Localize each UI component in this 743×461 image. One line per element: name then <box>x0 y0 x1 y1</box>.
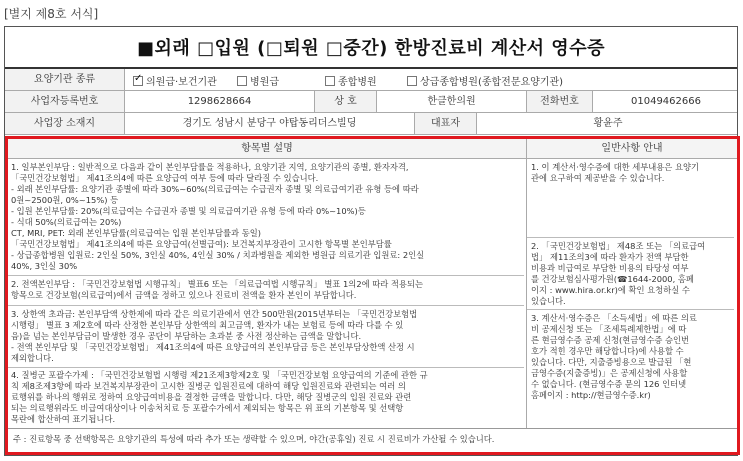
option-hospital-label: 병원급 <box>250 77 279 88</box>
institution-type-row <box>5 69 737 91</box>
highlight-box <box>5 136 740 455</box>
text-line: 「국민건강보험법」 제41조의4에 따른 요양급여(선별급여): 보건복지부장관이 고시한 항목별 본인부담률 <box>11 239 392 249</box>
item-explanation-column <box>8 159 527 428</box>
phone-label: 전화번호 <box>527 91 593 112</box>
text-line: 되는 의료행위라도 비급여대상이나 이송처치료 등 포괄수가에서 제외되는 항목은 위 표의 기본항목 및 선택항 <box>11 403 404 413</box>
institution-type-label: 요양기관 종류 <box>5 69 125 90</box>
text-line: 1. 일부본인부담 : 일반적으로 다음과 같이 본인부담률을 적용하나, 요양기관 지역, 요양기관의 종별, 환자자격, <box>11 162 409 172</box>
guide-item-1 <box>531 162 699 184</box>
text-line: 관에 요구하여 제공받을 수 있습니다. <box>531 173 665 183</box>
text-line: 2. 전액본인부담 : 「국민건강보험법 시행규칙」 별표6 또는 「의료급여법 시행규칙」 별표 1의2에 따라 적용되는 <box>11 279 423 289</box>
general-guide-header: 일반사항 안내 <box>527 139 737 159</box>
text-line: 3. 상한액 초과금: 본인부담액 상한제에 따라 같은 의료기관에서 연간 500만원(2015년부터는 「국민건강보험법 <box>11 309 418 319</box>
reg-number-label: 사업자등록번호 <box>5 91 125 112</box>
text-line: 40%, 3인실 30% <box>11 261 78 271</box>
text-line: 항목으로 건강보험(의료급여)에서 금액을 정하고 있으나 진료비 전액을 환자 본인이 부담합니다. <box>11 290 357 300</box>
guide-item-3 <box>531 313 697 401</box>
text-line: 있습니다. 다만, 지출증빙용으로 발급된 「현 <box>531 357 692 367</box>
text-line: 음)을 넘는 본인부담금이 발생한 경우 공단이 부담하는 초과분 중 사전 정산하는 금액을 말합니다. <box>11 331 362 341</box>
text-line: 칙 제8조제3항에 따라 보건복지부장관이 고시한 질병군 입원진료에 대하여 해당 입원진료와 관련되는 여러 의 <box>11 381 406 391</box>
page-title: ■외래 □입원 (□퇴원 □중간) 한방진료비 계산서 영수증 <box>5 27 737 69</box>
divider <box>527 237 734 238</box>
text-line: - 전액 본인부담 및 「국민건강보험법」 제41조의4에 따른 요양급여의 본인부담금 등은 본인부담상한액 산정 시 <box>11 342 415 352</box>
text-line: 료행위를 하나의 행위로 정하여 요양급여비용을 결정한 금액을 말합니다. 다만, 해당 질병군의 입원 진료와 관련 <box>11 392 412 402</box>
option-hospital[interactable] <box>237 73 279 88</box>
business-row <box>5 91 737 113</box>
text-line: 비 공제신청 또는 「조세특례제한법」에 따 <box>531 324 687 334</box>
checkbox-icon[interactable] <box>325 76 335 86</box>
phone-value: 01049462666 <box>631 96 701 107</box>
text-line: - 외래 본인부담률: 요양기관 종별에 따라 30%~60%(의료급여는 수급권자 종별 및 의료급여기관 유형 등에 따라 <box>11 184 419 194</box>
footnote: 주 : 진료항목 중 선택항목은 요양기관의 특성에 따라 추가 또는 생략할 수 있으며, 야간(공휴일) 진료 시 진료비가 가산될 수 있습니다. <box>8 428 737 450</box>
address-row <box>5 113 737 135</box>
explanation-item-1 <box>11 162 424 272</box>
option-tertiary-hospital[interactable] <box>407 73 563 88</box>
address-label: 사업장 소재지 <box>5 113 125 134</box>
option-general-hospital[interactable] <box>325 73 377 88</box>
representative-label: 대표자 <box>415 113 477 134</box>
reg-number-value: 1298628664 <box>125 91 315 112</box>
text-line: 1. 이 계산서·영수증에 대한 세부내용은 요양기 <box>531 162 700 172</box>
text-line: 른 현금영수증 공제 신청(현금영수증 승인번 <box>531 335 690 345</box>
text-line: 있습니다. <box>531 296 566 306</box>
text-line: 「국민건강보험법」 제41조의4에 따른 요양급여 여부 등에 따라 달라질 수 있습니다. <box>11 173 319 183</box>
option-clinic-label: 의원급·보건기관 <box>146 77 217 88</box>
guide-item-2 <box>531 241 705 307</box>
text-line: CT, MRI, PET: 외래 본인부담률(의료급여는 입원 본인부담률과 동일) <box>11 228 261 238</box>
option-general-hospital-label: 종합병원 <box>338 77 377 88</box>
text-line: - 상급종합병원 입원료: 2인실 50%, 3인실 40%, 4인실 30% / 치과병원을 제외한 병원급 의료기관 입원료: 2인실 <box>11 250 425 260</box>
text-line: 제외합니다. <box>11 353 54 363</box>
text-line: 홈페이지 : http://현금영수증.kr) <box>531 390 651 400</box>
text-line: - 입원 본인부담률: 20%(의료급여는 수급권자 종별 및 의료급여기관 유형 등에 따라 0%~10%)등 <box>11 206 366 216</box>
checkbox-icon[interactable] <box>407 76 417 86</box>
text-line: 목란에 합산하여 표기됩니다. <box>11 414 116 424</box>
explanation-item-4 <box>11 370 428 425</box>
text-line: 2. 「국민건강보험법」 제48조 또는 「의료급여 <box>531 241 706 251</box>
text-line: 3. 계산서·영수증은 「소득세법」에 따른 의료 <box>531 313 697 323</box>
form-tag: [별지 제8호 서식] <box>4 7 99 21</box>
item-explanation-header: 항목별 설명 <box>8 139 527 159</box>
explanation-item-3 <box>11 309 417 364</box>
text-line: 호가 적힌 경우만 해당합니다)에 사용할 수 <box>531 346 684 356</box>
divider <box>8 305 524 306</box>
checkbox-icon[interactable] <box>237 76 247 86</box>
company-name-value: 한클한의원 <box>377 91 527 112</box>
text-line: 4. 질병군 포괄수가제 : 「국민건강보험법 시행령 제21조제3항제2호 및 「국민건강보험 요양급여의 기준에 관한 규 <box>11 370 428 380</box>
text-line: 이지 : www.hira.or.kr)에 확인 요청하실 수 <box>531 285 690 295</box>
text-line: - 식대 50%(의료급여는 20%) <box>11 217 122 227</box>
general-guide-column <box>527 159 737 428</box>
company-name-label: 상 호 <box>315 91 377 112</box>
checkbox-checked-icon[interactable] <box>133 76 143 86</box>
option-tertiary-hospital-label: 상급종합병원(종합전문요양기관) <box>420 77 564 88</box>
text-line: 시행령」 별표 3 제2호에 따라 산정한 본인부담 상한액의 최고금액, 환자가 내는 보험료 등에 따라 다를 수 있 <box>11 320 404 330</box>
text-line: 를 건강보험심사평가원(☎1644-2000, 홈페 <box>531 274 694 284</box>
text-line: 비용과 비급여로 부담한 비용의 타당성 여부 <box>531 263 689 273</box>
explanation-item-2 <box>11 279 423 301</box>
text-line: 금영수증(지출증빙)」은 공제신청에 사용할 <box>531 368 688 378</box>
divider <box>527 309 734 310</box>
text-line: 법」 제11조의3에 따라 환자가 전액 부담한 <box>531 252 689 262</box>
address-value: 경기도 성남시 분당구 야탑동리더스빌딩 <box>125 113 415 134</box>
text-line: 수 없습니다. (현금영수증 문의 126 인터넷 <box>531 379 687 389</box>
representative-value: 황윤주 <box>593 118 623 129</box>
text-line: 0원~2500원, 0%~15%) 등 <box>11 195 119 205</box>
divider <box>8 275 524 276</box>
option-clinic[interactable] <box>133 73 217 88</box>
divider <box>8 367 524 368</box>
